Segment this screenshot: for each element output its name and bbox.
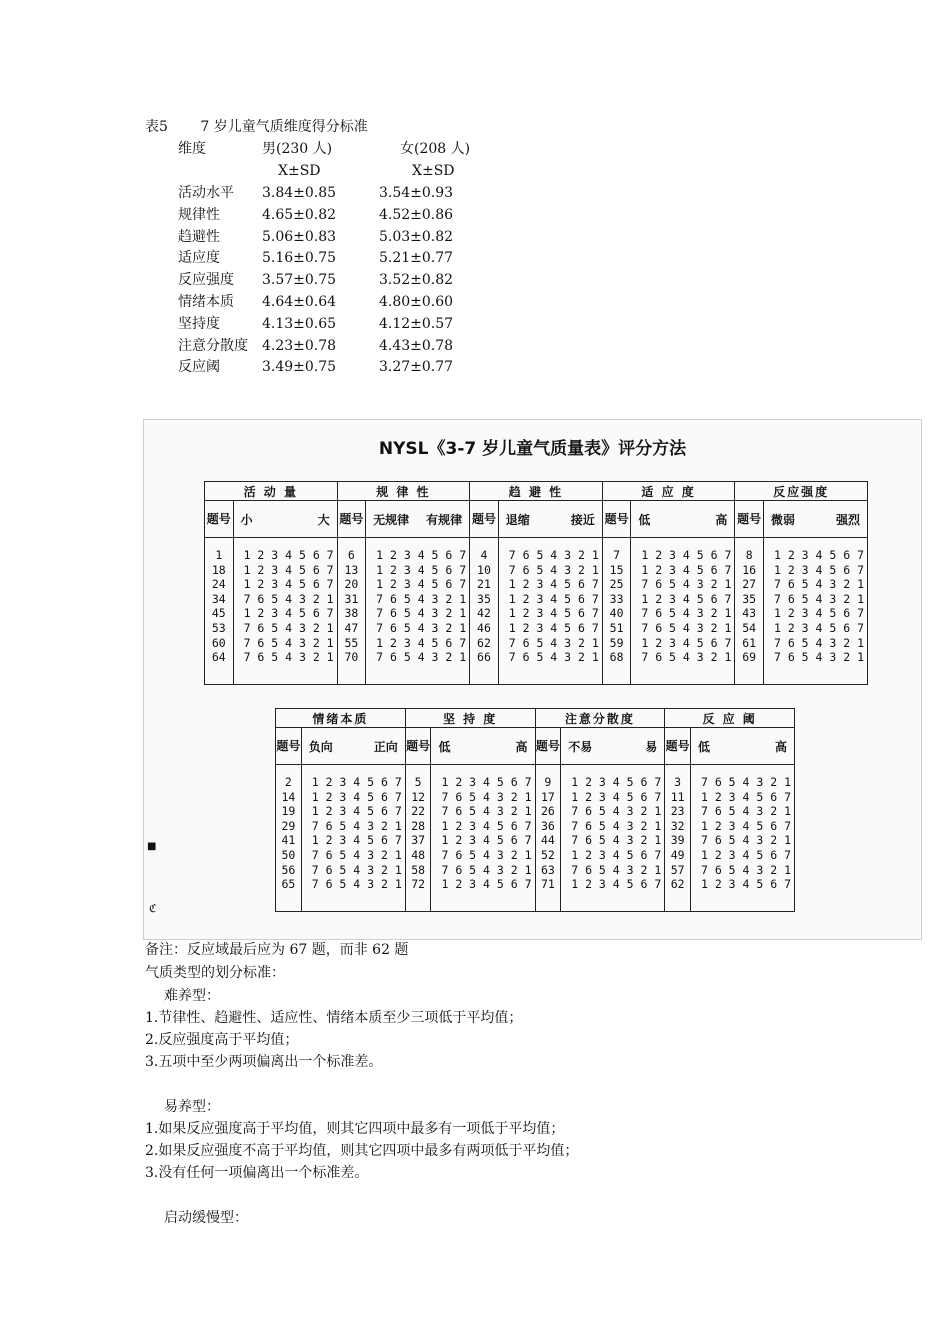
question-number-header: 题号 xyxy=(276,728,302,765)
question-number: 50 xyxy=(281,847,296,862)
score-values xyxy=(763,538,867,685)
question-number: 27 xyxy=(742,577,757,592)
dimension-name: 反应阈 xyxy=(178,359,220,376)
question-number: 54 xyxy=(742,620,757,635)
scale-high-label: 高 xyxy=(515,739,528,754)
male-score: 3.84±0.85 xyxy=(262,185,337,201)
score-row: 1 2 3 4 5 6 7 xyxy=(773,548,864,562)
question-number: 3 xyxy=(674,775,682,789)
score-row: 7 6 5 4 3 2 1 xyxy=(376,620,467,635)
score-row: 7 6 5 4 3 2 1 xyxy=(700,804,791,819)
question-number: 68 xyxy=(609,650,624,665)
score-row: 1 2 3 4 5 6 7 xyxy=(243,548,334,562)
score-row: 7 6 5 4 3 2 1 xyxy=(700,775,791,789)
scale-high-label: 正向 xyxy=(373,739,398,754)
score-row: 7 6 5 4 3 2 1 xyxy=(700,862,791,877)
question-number: 44 xyxy=(540,833,555,848)
female-score: 3.54±0.93 xyxy=(379,185,454,201)
question-numbers xyxy=(665,765,691,912)
male-score: 4.13±0.65 xyxy=(262,315,337,332)
question-number: 34 xyxy=(211,591,226,606)
score-row: 1 2 3 4 5 6 7 xyxy=(641,635,732,650)
scoring-table-top xyxy=(204,481,868,685)
score-values xyxy=(431,765,535,912)
score-values xyxy=(561,765,665,912)
dimension-name: 规律性 xyxy=(178,206,220,223)
criteria-heading: 气质类型的划分标准： xyxy=(145,965,285,981)
female-score: 5.03±0.82 xyxy=(379,228,454,245)
score-row: 1 2 3 4 5 6 7 xyxy=(376,635,467,650)
question-number: 35 xyxy=(477,591,491,606)
question-number: 37 xyxy=(411,833,426,848)
score-row: 7 6 5 4 3 2 1 xyxy=(243,591,334,606)
scan-mark: ■ xyxy=(147,841,157,852)
score-values xyxy=(366,538,470,685)
difficult-rule-1: 1.节律性、趋避性、适应性、情绪本质至少三项低于平均值； xyxy=(145,1010,523,1026)
question-number-header: 题号 xyxy=(735,501,764,538)
question-number: 71 xyxy=(540,877,555,892)
question-number: 70 xyxy=(344,650,359,665)
question-number: 24 xyxy=(211,577,226,592)
score-row: 7 6 5 4 3 2 1 xyxy=(311,862,402,877)
score-row: 7 6 5 4 3 2 1 xyxy=(243,635,334,650)
question-number: 33 xyxy=(609,591,624,606)
question-number: 32 xyxy=(670,818,685,833)
question-numbers xyxy=(735,538,764,685)
question-number: 57 xyxy=(670,862,685,877)
dimension-name: 趋避性 xyxy=(178,228,220,245)
scale-high-label: 高 xyxy=(715,512,728,527)
scale-high-label: 有规律 xyxy=(426,512,463,527)
score-row: 1 2 3 4 5 6 7 xyxy=(773,606,864,621)
scale-labels xyxy=(366,501,470,538)
female-score: 4.12±0.57 xyxy=(379,315,454,332)
question-number: 7 xyxy=(613,548,621,562)
score-row: 1 2 3 4 5 6 7 xyxy=(571,789,662,804)
scale-high-label: 易 xyxy=(645,739,658,754)
male-score: 5.16±0.75 xyxy=(262,250,337,267)
question-number: 62 xyxy=(477,635,491,650)
score-row: 1 2 3 4 5 6 7 xyxy=(641,591,732,606)
question-number: 29 xyxy=(281,818,296,833)
dimension-name: 活动水平 xyxy=(178,185,234,201)
question-number: 26 xyxy=(540,804,555,819)
easy-heading: 易养型： xyxy=(164,1099,220,1115)
slow-heading: 启动缓慢型： xyxy=(164,1210,248,1226)
scale-low-label: 负向 xyxy=(308,739,333,754)
scan-mark: ℭ xyxy=(149,902,157,915)
question-number: 63 xyxy=(540,862,555,877)
female-score: 5.21±0.77 xyxy=(379,250,454,267)
score-row: 7 6 5 4 3 2 1 xyxy=(508,635,599,650)
score-row: 7 6 5 4 3 2 1 xyxy=(571,833,662,848)
dimension-header: 适 应 度 xyxy=(602,482,735,501)
question-numbers xyxy=(337,538,366,685)
male-score: 4.23±0.78 xyxy=(262,337,337,354)
score-row: 7 6 5 4 3 2 1 xyxy=(773,650,864,665)
scale-labels xyxy=(690,728,794,765)
question-number: 21 xyxy=(477,577,491,592)
question-number-header: 题号 xyxy=(337,501,366,538)
score-row: 1 2 3 4 5 6 7 xyxy=(441,818,532,833)
score-row: 1 2 3 4 5 6 7 xyxy=(311,775,402,789)
dimension-header: 注意分散度 xyxy=(535,709,665,728)
question-number: 35 xyxy=(742,591,757,606)
question-number: 47 xyxy=(344,620,359,635)
dimension-header: 坚 持 度 xyxy=(405,709,535,728)
scale-high-label: 大 xyxy=(317,512,330,527)
score-row: 1 2 3 4 5 6 7 xyxy=(376,562,467,577)
score-values xyxy=(690,765,794,912)
score-row: 7 6 5 4 3 2 1 xyxy=(700,833,791,848)
question-number: 5 xyxy=(414,775,422,789)
easy-rule-2: 2.如果反应强度不高于平均值，则其它四项中最多有两项低于平均值； xyxy=(145,1143,579,1159)
score-row: 7 6 5 4 3 2 1 xyxy=(571,804,662,819)
score-row: 7 6 5 4 3 2 1 xyxy=(376,606,467,621)
difficult-rule-3: 3.五项中至少两项偏离出一个标准差。 xyxy=(145,1054,383,1070)
dimension-header: 活 动 量 xyxy=(205,482,338,501)
question-number: 52 xyxy=(540,847,555,862)
dimension-header: 趋 避 性 xyxy=(470,482,603,501)
score-row: 7 6 5 4 3 2 1 xyxy=(441,847,532,862)
question-numbers xyxy=(470,538,499,685)
question-number: 53 xyxy=(211,620,226,635)
question-number: 8 xyxy=(745,548,753,562)
score-row: 7 6 5 4 3 2 1 xyxy=(571,862,662,877)
score-row: 7 6 5 4 3 2 1 xyxy=(441,804,532,819)
question-number: 22 xyxy=(411,804,426,819)
score-row: 1 2 3 4 5 6 7 xyxy=(773,562,864,577)
dimension-name: 注意分散度 xyxy=(178,337,248,354)
score-row: 1 2 3 4 5 6 7 xyxy=(376,577,467,592)
male-score: 3.57±0.75 xyxy=(262,272,337,289)
question-number: 12 xyxy=(411,789,426,804)
question-number: 55 xyxy=(344,635,359,650)
scale-low-label: 小 xyxy=(240,512,253,527)
scale-low-label: 无规律 xyxy=(373,512,410,527)
question-number: 66 xyxy=(477,650,491,665)
dimension-name: 适应度 xyxy=(178,250,220,267)
question-number: 13 xyxy=(344,562,359,577)
score-row: 1 2 3 4 5 6 7 xyxy=(311,789,402,804)
score-values xyxy=(498,538,602,685)
question-number: 4 xyxy=(480,548,488,562)
score-row: 1 2 3 4 5 6 7 xyxy=(641,548,732,562)
question-numbers xyxy=(602,538,631,685)
score-row: 1 2 3 4 5 6 7 xyxy=(571,877,662,892)
question-number: 17 xyxy=(540,789,555,804)
score-row: 1 2 3 4 5 6 7 xyxy=(243,562,334,577)
question-number: 38 xyxy=(344,606,359,621)
question-number: 18 xyxy=(211,562,226,577)
difficult-rule-2: 2.反应强度高于平均值； xyxy=(145,1032,299,1048)
scale-labels xyxy=(301,728,405,765)
score-row: 7 6 5 4 3 2 1 xyxy=(773,591,864,606)
question-number: 11 xyxy=(670,789,685,804)
score-row: 7 6 5 4 3 2 1 xyxy=(311,877,402,892)
question-number: 48 xyxy=(411,847,426,862)
score-row: 1 2 3 4 5 6 7 xyxy=(700,789,791,804)
header-stat-female: X±SD xyxy=(412,163,455,179)
score-row: 7 6 5 4 3 2 1 xyxy=(773,635,864,650)
score-row: 7 6 5 4 3 2 1 xyxy=(376,591,467,606)
score-row: 1 2 3 4 5 6 7 xyxy=(508,591,599,606)
easy-rule-3: 3.没有任何一项偏离出一个标准差。 xyxy=(145,1165,369,1181)
question-number: 60 xyxy=(211,635,226,650)
score-row: 7 6 5 4 3 2 1 xyxy=(441,789,532,804)
question-numbers xyxy=(405,765,431,912)
male-score: 3.49±0.75 xyxy=(262,359,337,376)
score-row: 1 2 3 4 5 6 7 xyxy=(571,775,662,789)
question-number: 15 xyxy=(609,562,624,577)
scale-low-label: 低 xyxy=(697,739,710,754)
figure-title: NYSL《3-7 岁儿童气质量表》评分方法 xyxy=(378,439,687,459)
score-row: 7 6 5 4 3 2 1 xyxy=(508,650,599,665)
scale-labels xyxy=(763,501,867,538)
score-row: 1 2 3 4 5 6 7 xyxy=(441,833,532,848)
score-row: 7 6 5 4 3 2 1 xyxy=(376,650,467,665)
score-row: 7 6 5 4 3 2 1 xyxy=(311,818,402,833)
dimension-name: 反应强度 xyxy=(178,272,234,289)
score-row: 7 6 5 4 3 2 1 xyxy=(641,606,732,621)
header-male: 男(230 人) xyxy=(262,141,333,157)
score-row: 1 2 3 4 5 6 7 xyxy=(700,847,791,862)
question-number-header: 题号 xyxy=(602,501,631,538)
scoring-table-bottom xyxy=(275,708,795,912)
question-number: 39 xyxy=(670,833,685,848)
table-caption: 表5 7 岁儿童气质维度得分标准 xyxy=(145,119,368,135)
question-number-header: 题号 xyxy=(470,501,499,538)
score-row: 7 6 5 4 3 2 1 xyxy=(571,818,662,833)
scale-low-label: 退缩 xyxy=(505,512,530,527)
question-number-header: 题号 xyxy=(665,728,691,765)
question-number: 20 xyxy=(344,577,359,592)
score-row: 1 2 3 4 5 6 7 xyxy=(700,877,791,892)
header-female: 女(208 人) xyxy=(400,141,471,157)
female-score: 4.52±0.86 xyxy=(379,206,454,223)
question-number: 69 xyxy=(742,650,757,665)
score-row: 7 6 5 4 3 2 1 xyxy=(641,577,732,592)
scale-labels xyxy=(431,728,535,765)
scale-low-label: 不易 xyxy=(568,739,593,754)
score-row: 1 2 3 4 5 6 7 xyxy=(243,606,334,621)
header-dim: 维度 xyxy=(178,141,206,157)
scoring-figure xyxy=(143,419,922,940)
score-values xyxy=(301,765,405,912)
question-number: 9 xyxy=(544,775,552,789)
female-score: 4.43±0.78 xyxy=(379,337,454,354)
score-row: 1 2 3 4 5 6 7 xyxy=(508,606,599,621)
score-row: 1 2 3 4 5 6 7 xyxy=(441,775,532,789)
score-values xyxy=(233,538,337,685)
score-row: 1 2 3 4 5 6 7 xyxy=(641,562,732,577)
score-row: 7 6 5 4 3 2 1 xyxy=(641,620,732,635)
question-number: 49 xyxy=(670,847,685,862)
question-number: 58 xyxy=(411,862,426,877)
difficult-heading: 难养型： xyxy=(164,988,220,1004)
question-number: 25 xyxy=(609,577,624,592)
question-number: 2 xyxy=(284,775,292,789)
question-number: 64 xyxy=(211,650,226,665)
score-row: 7 6 5 4 3 2 1 xyxy=(441,862,532,877)
question-number: 10 xyxy=(477,562,491,577)
scale-labels xyxy=(631,501,735,538)
remark: 备注：反应域最后应为 67 题，而非 62 题 xyxy=(145,942,409,958)
score-row: 7 6 5 4 3 2 1 xyxy=(641,650,732,665)
question-number: 65 xyxy=(281,877,296,892)
dimension-name: 坚持度 xyxy=(178,315,220,332)
female-score: 4.80±0.60 xyxy=(379,294,454,310)
male-score: 4.64±0.64 xyxy=(262,294,337,310)
question-number: 43 xyxy=(742,606,757,621)
question-number: 45 xyxy=(211,606,226,621)
question-number: 61 xyxy=(742,635,757,650)
question-number: 6 xyxy=(347,548,355,562)
header-stat-male: X±SD xyxy=(278,163,321,179)
score-row: 1 2 3 4 5 6 7 xyxy=(508,577,599,592)
question-number: 42 xyxy=(477,606,491,621)
question-number: 41 xyxy=(281,833,296,848)
scale-labels xyxy=(498,501,602,538)
score-row: 7 6 5 4 3 2 1 xyxy=(508,562,599,577)
male-score: 4.65±0.82 xyxy=(262,206,337,223)
scale-high-label: 强烈 xyxy=(835,512,860,527)
question-number: 56 xyxy=(281,862,296,877)
question-number: 72 xyxy=(411,877,426,892)
dimension-header: 规 律 性 xyxy=(337,482,470,501)
question-number: 46 xyxy=(477,620,491,635)
score-row: 7 6 5 4 3 2 1 xyxy=(243,650,334,665)
dimension-header: 反 应 阈 xyxy=(665,709,795,728)
question-numbers xyxy=(276,765,302,912)
score-row: 1 2 3 4 5 6 7 xyxy=(773,620,864,635)
question-number: 28 xyxy=(411,818,426,833)
scale-high-label: 接近 xyxy=(570,512,595,527)
scale-low-label: 微弱 xyxy=(770,512,795,527)
score-values xyxy=(631,538,735,685)
score-row: 1 2 3 4 5 6 7 xyxy=(441,877,532,892)
question-number-header: 题号 xyxy=(405,728,431,765)
scale-labels xyxy=(561,728,665,765)
scale-low-label: 低 xyxy=(638,512,651,527)
score-row: 1 2 3 4 5 6 7 xyxy=(311,833,402,848)
dimension-name: 情绪本质 xyxy=(178,294,234,310)
question-number-header: 题号 xyxy=(535,728,561,765)
easy-rule-1: 1.如果反应强度高于平均值，则其它四项中最多有一项低于平均值； xyxy=(145,1121,565,1137)
question-number-header: 题号 xyxy=(205,501,234,538)
score-row: 7 6 5 4 3 2 1 xyxy=(243,620,334,635)
scale-high-label: 高 xyxy=(774,739,787,754)
question-numbers xyxy=(205,538,234,685)
female-score: 3.52±0.82 xyxy=(379,272,454,289)
question-number: 16 xyxy=(742,562,757,577)
score-row: 7 6 5 4 3 2 1 xyxy=(508,548,599,562)
score-row: 1 2 3 4 5 6 7 xyxy=(311,804,402,819)
scale-labels xyxy=(233,501,337,538)
question-number: 1 xyxy=(215,548,223,562)
question-number: 14 xyxy=(281,789,296,804)
question-numbers xyxy=(535,765,561,912)
dimension-header: 情绪本质 xyxy=(276,709,406,728)
score-row: 7 6 5 4 3 2 1 xyxy=(311,847,402,862)
scale-low-label: 低 xyxy=(438,739,451,754)
question-number: 62 xyxy=(670,877,685,892)
question-number: 36 xyxy=(540,818,555,833)
male-score: 5.06±0.83 xyxy=(262,228,337,245)
score-row: 1 2 3 4 5 6 7 xyxy=(508,620,599,635)
question-number: 23 xyxy=(670,804,685,819)
question-number: 59 xyxy=(609,635,624,650)
dimension-header: 反应强度 xyxy=(735,482,868,501)
question-number: 31 xyxy=(344,591,359,606)
score-row: 1 2 3 4 5 6 7 xyxy=(376,548,467,562)
question-number: 19 xyxy=(281,804,296,819)
female-score: 3.27±0.77 xyxy=(379,359,454,376)
score-row: 7 6 5 4 3 2 1 xyxy=(773,577,864,592)
score-row: 1 2 3 4 5 6 7 xyxy=(243,577,334,592)
question-number: 40 xyxy=(609,606,624,621)
question-number: 51 xyxy=(609,620,624,635)
score-row: 1 2 3 4 5 6 7 xyxy=(700,818,791,833)
score-row: 1 2 3 4 5 6 7 xyxy=(571,847,662,862)
